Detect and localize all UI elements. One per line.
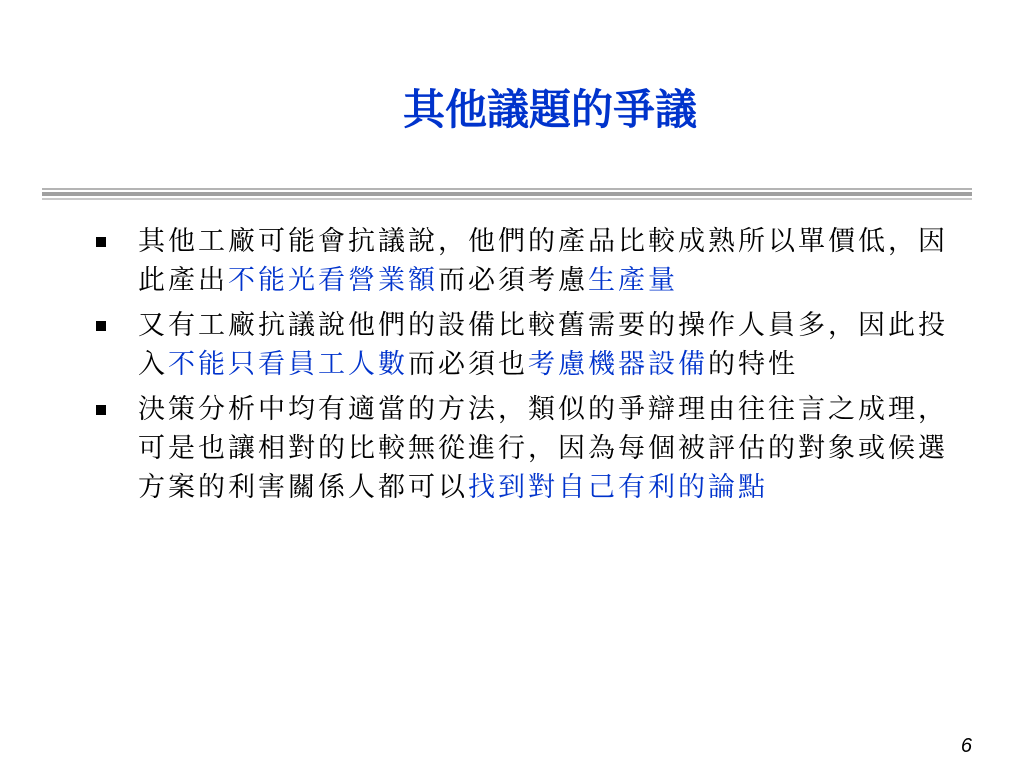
bullet-item [96, 222, 956, 300]
bullet-text: 決策分析中均有適當的方法，類似的爭辯理由往往言之成理，可是也讓相對的比較無從進行，因為每個被評估的對象或候選方案的利害關係人都可以 [138, 394, 948, 503]
highlighted-phrase: 考慮機器設備 [528, 349, 708, 380]
title-divider [42, 188, 972, 202]
highlighted-phrase: 不能光看營業額 [228, 265, 438, 296]
highlighted-phrase: 不能只看員工人數 [168, 349, 408, 380]
bullet-square-icon [96, 405, 106, 415]
page-number: 6 [960, 735, 972, 757]
bullet-square-icon [96, 237, 106, 247]
bullet-item [96, 390, 956, 507]
highlighted-phrase: 生產量 [588, 265, 678, 296]
slide-title: 其他議題的爭議 [402, 85, 697, 134]
highlighted-phrase: 找到對自己有利的論點 [468, 472, 768, 503]
bullet-text: 又有工廠抗議說他們的設備比較舊需要的操作人員多，因此投入 [138, 310, 948, 380]
bullet-item [96, 306, 956, 384]
bullet-text: 的特性 [708, 349, 798, 380]
bullet-text: 其他工廠可能會抗議說，他們的產品比較成熟所以單價低，因此產出 [138, 226, 948, 296]
bullet-text: 而必須考慮 [438, 265, 588, 296]
bullet-square-icon [96, 321, 106, 331]
bullet-text: 而必須也 [408, 349, 528, 380]
bullet-list [96, 222, 956, 513]
